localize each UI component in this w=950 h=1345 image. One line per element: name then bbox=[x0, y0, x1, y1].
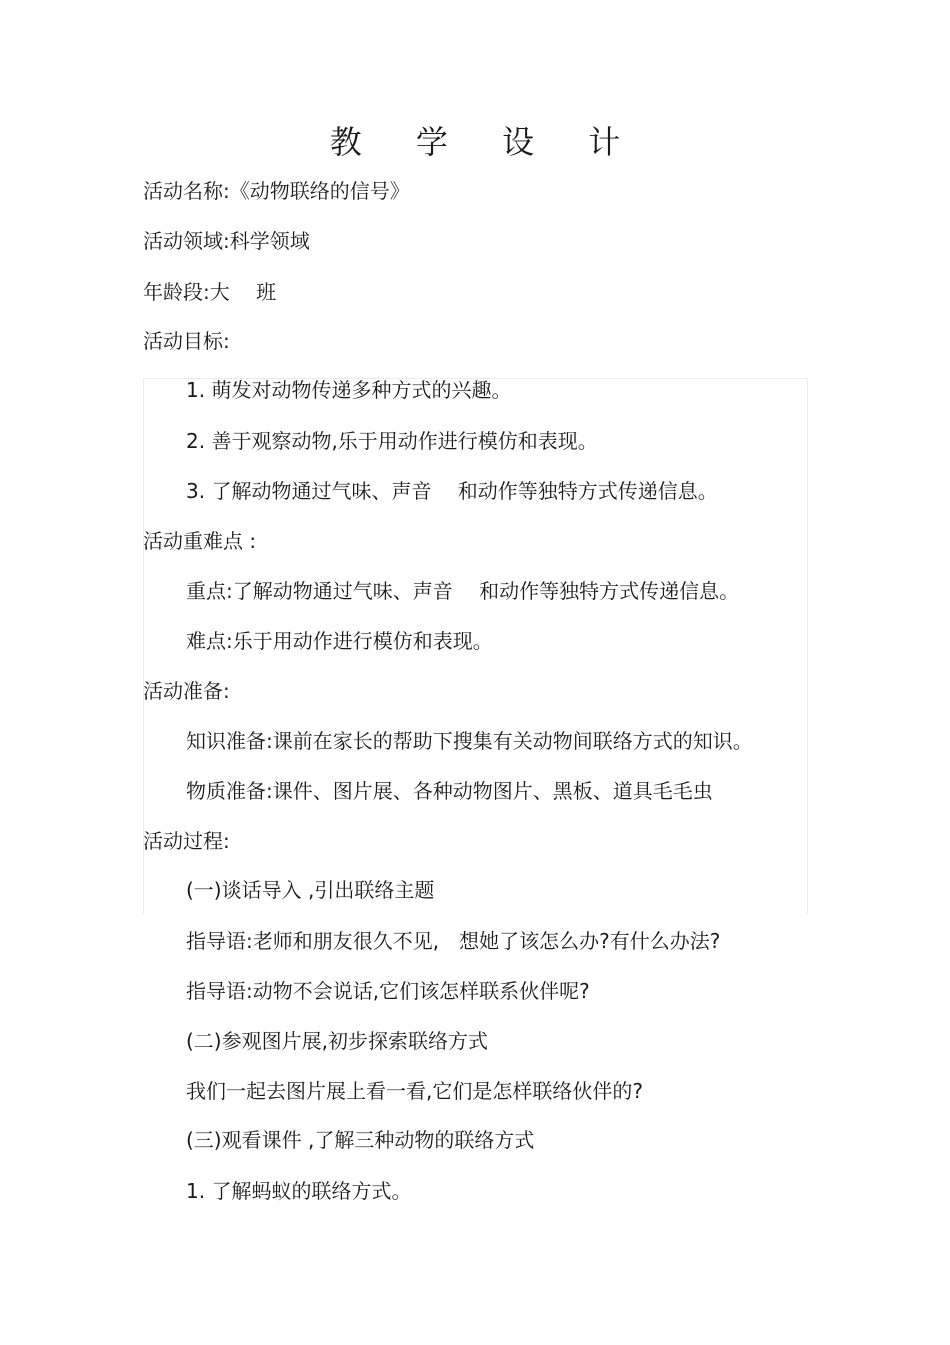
step-2-text: 我们一起去图片展上看一看,它们是怎样联络伙伴的? bbox=[186, 1079, 643, 1103]
goal-item-3: 3. 了解动物通过气味、声音 和动作等独特方式传递信息。 bbox=[186, 479, 718, 503]
activity-domain-line: 活动领域:科学领域 bbox=[143, 229, 310, 253]
activity-name-line: 活动名称:《动物联络的信号》 bbox=[143, 179, 410, 203]
process-step-3-heading: (三)观看课件 ,了解三种动物的联络方式 bbox=[186, 1128, 535, 1152]
process-heading: 活动过程: bbox=[143, 829, 230, 853]
material-prep-line: 物质准备:课件、图片展、各种动物图片、黑板、道具毛毛虫 bbox=[186, 779, 713, 803]
activity-goals-heading: 活动目标: bbox=[143, 329, 230, 353]
guide-line-1: 指导语:老师和朋友很久不见, 想她了该怎么办?有什么办法? bbox=[186, 929, 721, 953]
guide-line-2: 指导语:动物不会说话,它们该怎样联系伙伴呢? bbox=[186, 979, 590, 1003]
goal-item-2: 2. 善于观察动物,乐于用动作进行模仿和表现。 bbox=[186, 429, 598, 453]
process-step-1-heading: (一)谈话导入 ,引出联络主题 bbox=[186, 878, 435, 902]
process-step-2-heading: (二)参观图片展,初步探索联络方式 bbox=[186, 1029, 488, 1053]
key-point-line: 重点:了解动物通过气味、声音 和动作等独特方式传递信息。 bbox=[186, 579, 740, 603]
preparation-heading: 活动准备: bbox=[143, 679, 230, 703]
step-3-item-1: 1. 了解蚂蚁的联络方式。 bbox=[186, 1179, 412, 1203]
difficulty-line: 难点:乐于用动作进行模仿和表现。 bbox=[186, 629, 493, 653]
key-points-heading: 活动重难点 : bbox=[143, 529, 257, 553]
age-group-line: 年龄段:大 班 bbox=[143, 280, 277, 304]
knowledge-prep-line: 知识准备:课前在家长的帮助下搜集有关动物间联络方式的知识。 bbox=[186, 729, 753, 753]
goal-item-1: 1. 萌发对动物传递多种方式的兴趣。 bbox=[186, 378, 512, 402]
document-title: 教 学 设 计 bbox=[329, 123, 643, 161]
